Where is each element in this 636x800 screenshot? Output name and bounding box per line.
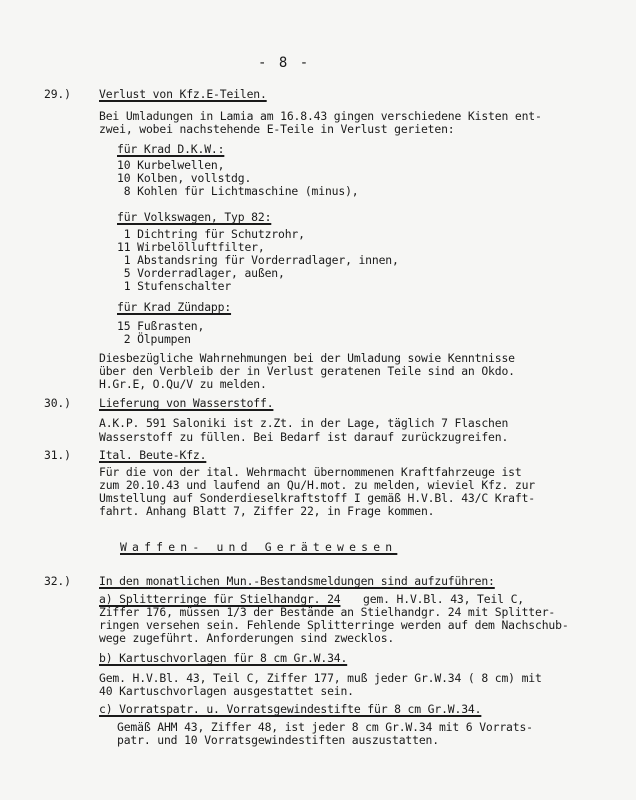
list-item: 8 Kohlen für Lichtmaschine (minus), [117,184,359,198]
subsection-b-line: Gem. H.V.Bl. 43, Teil C, Ziffer 177, muß jeder Gr.W.34 ( 8 cm) mit [99,671,542,685]
section-31-body-line: zum 20.10.43 und laufend an Qu/H.mot. zu melden, wieviel Kfz. zur [99,478,536,492]
subsection-c-line: Gemäß AHM 43, Ziffer 48, ist jeder 8 cm Gr.W.34 mit 6 Vorrats- [117,720,533,734]
section-31-heading: Ital. Beute-Kfz. [99,448,207,462]
section-31-body-line: Für die von der ital. Wehrmacht übernommenen Kraftfahrzeuge ist [99,465,522,479]
subsection-a-line: wege zugeführt. Anforderungen sind zwecklos. [99,631,395,645]
section-29-closing-line: Diesbezügliche Wahrnehmungen bei der Umladung sowie Kenntnisse [99,351,515,365]
section-29-heading: Verlust von Kfz.E-Teilen. [99,87,267,101]
list-item: 15 Fußrasten, [117,319,205,333]
list-item: 1 Abstandsring für Vorderradlager, innen, [117,253,399,267]
section-31-body-line: Umstellung auf Sonderdieselkraftstoff I gemäß H.V.Bl. 43/C Kraft- [99,491,536,505]
subsection-b-heading: b) Kartuschvorlagen für 8 cm Gr.W.34. [99,651,348,665]
section-32-heading: In den monatlichen Mun.-Bestandsmeldungen sind aufzuführen: [99,574,495,588]
list-item: 10 Kurbelwellen, [117,158,225,172]
list-item: 5 Vorderradlager, außen, [117,266,285,280]
subsection-c-heading: c) Vorratspatr. u. Vorratsgewindestifte für 8 cm Gr.W.34. [99,702,482,716]
section-29-number: 29.) [44,87,71,101]
section-29-closing-line: über den Verbleib der in Verlust geratenen Teile sind an Okdo. [99,364,515,378]
section-29-closing-line: H.Gr.E, O.Qu/V zu melden. [99,377,267,391]
group-title-krad-dkw: für Krad D.K.W.: [117,142,225,156]
list-item: 10 Kolben, vollstdg. [117,171,252,185]
section-29-intro-line: zwei, wobei nachstehende E-Teile in Verlust gerieten: [99,122,455,136]
group-title-krad-zuendapp: für Krad Zündapp: [117,300,232,314]
section-31-body-line: fahrt. Anhang Blatt 7, Ziffer 22, in Frage kommen. [99,504,435,518]
list-item: 1 Stufenschalter [117,279,232,293]
section-32-number: 32.) [44,574,71,588]
page-number: - 8 - [258,55,311,71]
subsection-a-line: Ziffer 176, müssen 1/3 der Bestände an Stielhandgr. 24 mit Splitter- [99,605,556,619]
subsection-a-heading: a) Splitterringe für Stielhandgr. 24 [99,592,341,606]
group-title-volkswagen: für Volkswagen, Typ 82: [117,210,272,224]
section-30-number: 30.) [44,396,71,410]
subsection-a-line: gem. H.V.Bl. 43, Teil C, [363,592,524,606]
section-29-intro-line: Bei Umladungen in Lamia am 16.8.43 gingen verschiedene Kisten ent- [99,109,542,123]
subsection-c-line: patr. und 10 Vorratsgewindestiften auszustatten. [117,733,439,747]
subsection-a-line: ringen versehen sein. Fehlende Splitterringe werden auf dem Nachschub- [99,618,569,632]
section-30-body-line: Wasserstoff zu füllen. Bei Bedarf ist darauf zurückzugreifen. [99,430,509,444]
list-item: 11 Wirbelölluftfilter, [117,240,265,254]
section-30-body-line: A.K.P. 591 Saloniki ist z.Zt. in der Lage, täglich 7 Flaschen [99,416,509,430]
section-31-number: 31.) [44,448,71,462]
section-30-heading: Lieferung von Wasserstoff. [99,396,274,410]
subsection-b-line: 40 Kartuschvorlagen ausgestattet sein. [99,684,354,698]
list-item: 2 Ölpumpen [117,332,191,346]
list-item: 1 Dichtring für Schutzrohr, [117,227,305,241]
section-title: Waffen- und Gerätewesen [120,540,398,554]
